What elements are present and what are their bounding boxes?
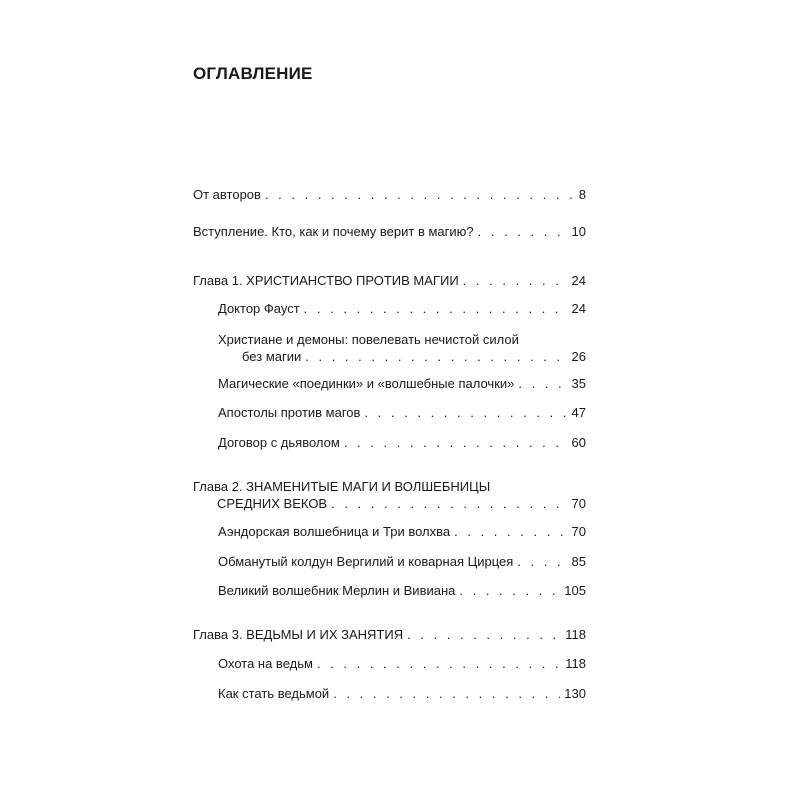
- toc-entry-title: Договор с дьяволом: [218, 435, 340, 450]
- leader-dots: [304, 300, 568, 317]
- leader-dots: [265, 186, 575, 203]
- page-number: 35: [571, 376, 586, 391]
- leader-dots: [463, 272, 568, 289]
- toc-entry-title: Великий волшебник Мерлин и Вивиана: [218, 583, 456, 598]
- leader-dots: [517, 553, 567, 570]
- page-number: 47: [571, 405, 586, 420]
- page-number: 130: [564, 686, 586, 701]
- toc-section-devil-pact: [218, 434, 586, 451]
- toc-entry-title: Обманутый колдун Вергилий и коварная Цирцея: [218, 554, 514, 569]
- leader-dots: [478, 223, 568, 240]
- toc-entry-title: Вступление. Кто, как и почему верит в магию?: [193, 224, 474, 239]
- toc-entry-title: Магические «поединки» и «волшебные палочки»: [218, 376, 515, 391]
- leader-dots: [333, 685, 560, 702]
- toc-entry-title: Как стать ведьмой: [218, 686, 330, 701]
- toc-entry-title-line2: без магии: [242, 349, 302, 364]
- page-number: 85: [571, 554, 586, 569]
- toc-section-endor-witch: [218, 523, 586, 540]
- toc-section-apostles: [218, 404, 586, 421]
- page-number: 8: [578, 187, 586, 202]
- leader-dots: [459, 582, 560, 599]
- page-number: 24: [571, 301, 586, 316]
- toc-section-witch-hunt: [218, 655, 586, 672]
- toc-entry-title: От авторов: [193, 187, 261, 202]
- toc-section-magic-duels: [218, 375, 586, 392]
- toc-entry-title-line2: СРЕДНИХ ВЕКОВ: [217, 496, 328, 511]
- toc-chapter-2: [193, 478, 586, 512]
- toc-entry-introduction: [193, 223, 586, 240]
- toc-entry-title: Глава 1. ХРИСТИАНСТВО ПРОТИВ МАГИИ: [193, 273, 459, 288]
- toc-section-become-witch: [218, 685, 586, 702]
- page-number: 60: [571, 435, 586, 450]
- page-number: 118: [565, 656, 586, 671]
- toc-entry-title: Охота на ведьм: [218, 656, 313, 671]
- leader-dots: [331, 495, 567, 512]
- toc-section-christians-demons: [218, 331, 586, 365]
- page-number: 105: [564, 583, 586, 598]
- toc-section-doctor-faust: [218, 300, 586, 317]
- toc-entry-title-line1: Христиане и демоны: повелевать нечистой силой: [218, 332, 519, 347]
- toc-entry-title: Доктор Фауст: [218, 301, 300, 316]
- toc-section-virgil-circe: [218, 553, 586, 570]
- leader-dots: [305, 348, 567, 365]
- leader-dots: [344, 434, 568, 451]
- toc-entry-title: Глава 3. ВЕДЬМЫ И ИХ ЗАНЯТИЯ: [193, 627, 404, 642]
- page-number: 70: [571, 524, 586, 539]
- toc-entry-title-line1: Глава 2. ЗНАМЕНИТЫЕ МАГИ И ВОЛШЕБНИЦЫ: [193, 479, 491, 494]
- leader-dots: [518, 375, 567, 392]
- leader-dots: [364, 404, 567, 421]
- page-number: 10: [571, 224, 586, 239]
- page-number: 24: [571, 273, 586, 288]
- toc-entry-from-authors: [193, 186, 586, 203]
- toc-chapter-1: [193, 272, 586, 289]
- page-number: 118: [565, 627, 586, 642]
- leader-dots: [407, 626, 561, 643]
- leader-dots: [317, 655, 561, 672]
- leader-dots: [454, 523, 567, 540]
- page-number: 70: [571, 496, 586, 511]
- page-title: ОГЛАВЛЕНИЕ: [193, 64, 313, 83]
- page-number: 26: [571, 349, 586, 364]
- toc-entry-title: Апостолы против магов: [218, 405, 361, 420]
- toc-section-merlin-viviane: [218, 582, 586, 599]
- toc-chapter-3: [193, 626, 586, 643]
- toc-entry-title: Аэндорская волшебница и Три волхва: [218, 524, 451, 539]
